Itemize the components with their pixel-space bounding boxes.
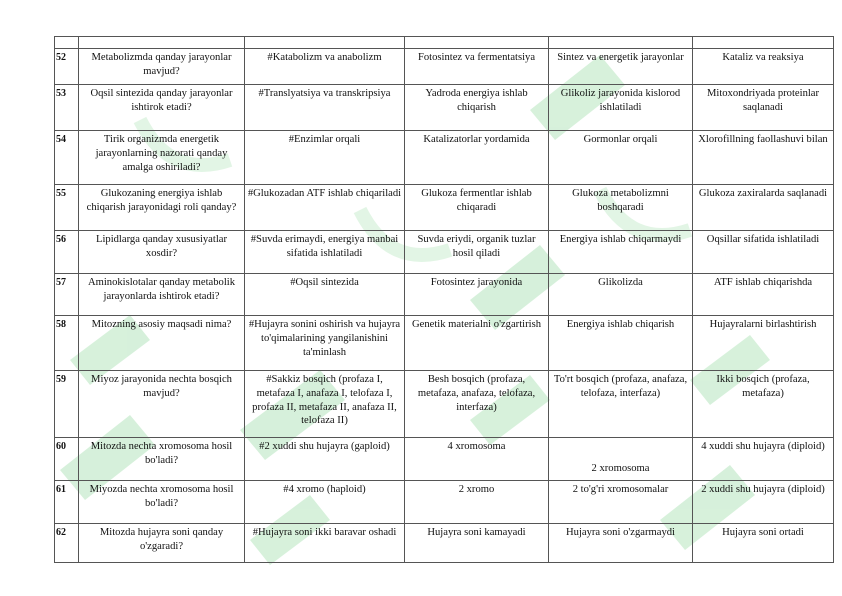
answer-option-d: ATF ishlab chiqarishda [693, 274, 834, 316]
answer-option-c: Glikoliz jarayonida kislorod ishlatiladi [549, 85, 693, 131]
table-row [55, 85, 834, 131]
answer-correct: #2 xuddi shu hujayra (gaploid) [245, 438, 405, 481]
answer-option-c: 2 xromosoma [549, 438, 693, 481]
question-text: Mitozning asosiy maqsadi nima? [79, 316, 245, 371]
answer-option-c: Glukoza metabolizmni boshqaradi [549, 185, 693, 231]
answer-option-b: Suvda eriydi, organik tuzlar hosil qiladi [405, 231, 549, 274]
table-row [55, 49, 834, 85]
answer-option-c: Energiya ishlab chiqarmaydi [549, 231, 693, 274]
question-text: Mitozda nechta xromosoma hosil bo'ladi? [79, 438, 245, 481]
question-number: 57 [55, 274, 79, 316]
quiz-table [54, 36, 834, 563]
answer-option-b: Fotosintez jarayonida [405, 274, 549, 316]
table-row [55, 231, 834, 274]
question-number: 61 [55, 481, 79, 524]
question-number: 62 [55, 524, 79, 563]
answer-option-d: 4 xuddi shu hujayra (diploid) [693, 438, 834, 481]
answer-option-d: Hujayra soni ortadi [693, 524, 834, 563]
answer-option-d: 2 xuddi shu hujayra (diploid) [693, 481, 834, 524]
table-row [55, 481, 834, 524]
answer-correct: #Glukozadan ATF ishlab chiqariladi [245, 185, 405, 231]
question-text: Mitozda hujayra soni qanday o'zgaradi? [79, 524, 245, 563]
answer-correct: #Suvda erimaydi, energiya manbai sifatida ishlatiladi [245, 231, 405, 274]
answer-option-d: Kataliz va reaksiya [693, 49, 834, 85]
table-row [55, 316, 834, 371]
question-text: Lipidlarga qanday xususiyatlar xosdir? [79, 231, 245, 274]
answer-correct: #Oqsil sintezida [245, 274, 405, 316]
answer-correct: #Enzimlar orqali [245, 131, 405, 185]
table-row [55, 524, 834, 563]
question-number: 58 [55, 316, 79, 371]
answer-option-c: To'rt bosqich (profaza, anafaza, telofaza, interfaza) [549, 371, 693, 438]
table-row [55, 274, 834, 316]
answer-option-d: Hujayralarni birlashtirish [693, 316, 834, 371]
answer-option-b: 4 xromosoma [405, 438, 549, 481]
answer-correct: #Sakkiz bosqich (profaza I, metafaza I, anafaza I, telofaza I, profaza II, metafaza II, anafaza II, telofaza II) [245, 371, 405, 438]
answer-option-c: Hujayra soni o'zgarmaydi [549, 524, 693, 563]
answer-option-d: Glukoza zaxiralarda saqlanadi [693, 185, 834, 231]
table-row [55, 371, 834, 438]
question-text: Aminokislotalar qanday metabolik jarayonlarda ishtirok etadi? [79, 274, 245, 316]
question-text: Miyozda nechta xromosoma hosil bo'ladi? [79, 481, 245, 524]
question-text: Metabolizmda qanday jarayonlar mavjud? [79, 49, 245, 85]
answer-correct: #Hujayra sonini oshirish va hujayra to'qimalarining yangilanishini ta'minlash [245, 316, 405, 371]
answer-option-c: Glikolizda [549, 274, 693, 316]
question-text: Glukozaning energiya ishlab chiqarish jarayonidagi roli qanday? [79, 185, 245, 231]
answer-option-c: 2 to'g'ri xromosomalar [549, 481, 693, 524]
answer-option-c: Gormonlar orqali [549, 131, 693, 185]
table-header-row [55, 37, 834, 49]
answer-option-d: Oqsillar sifatida ishlatiladi [693, 231, 834, 274]
table-row [55, 131, 834, 185]
answer-option-d: Mitoxondriyada proteinlar saqlanadi [693, 85, 834, 131]
question-text: Tirik organizmda energetik jarayonlarning nazorati qanday amalga oshiriladi? [79, 131, 245, 185]
answer-correct: #Translyatsiya va transkripsiya [245, 85, 405, 131]
answer-option-b: Besh bosqich (profaza, metafaza, anafaza, telofaza, interfaza) [405, 371, 549, 438]
answer-option-d: Xlorofillning faollashuvi bilan [693, 131, 834, 185]
question-number: 59 [55, 371, 79, 438]
answer-option-b: Katalizatorlar yordamida [405, 131, 549, 185]
question-number: 54 [55, 131, 79, 185]
question-number: 56 [55, 231, 79, 274]
answer-option-b: Glukoza fermentlar ishlab chiqaradi [405, 185, 549, 231]
answer-correct: #Hujayra soni ikki baravar oshadi [245, 524, 405, 563]
answer-option-c: Sintez va energetik jarayonlar [549, 49, 693, 85]
answer-correct: #Katabolizm va anabolizm [245, 49, 405, 85]
table-row [55, 438, 834, 481]
question-number: 53 [55, 85, 79, 131]
answer-option-b: Yadroda energiya ishlab chiqarish [405, 85, 549, 131]
question-text: Miyoz jarayonida nechta bosqich mavjud? [79, 371, 245, 438]
answer-option-b: 2 xromo [405, 481, 549, 524]
answer-option-d: Ikki bosqich (profaza, metafaza) [693, 371, 834, 438]
question-number: 55 [55, 185, 79, 231]
answer-option-b: Hujayra soni kamayadi [405, 524, 549, 563]
answer-correct: #4 xromo (haploid) [245, 481, 405, 524]
question-text: Oqsil sintezida qanday jarayonlar ishtirok etadi? [79, 85, 245, 131]
answer-option-b: Fotosintez va fermentatsiya [405, 49, 549, 85]
question-number: 52 [55, 49, 79, 85]
question-number: 60 [55, 438, 79, 481]
answer-option-b: Genetik materialni o'zgartirish [405, 316, 549, 371]
answer-option-c: Energiya ishlab chiqarish [549, 316, 693, 371]
table-row [55, 185, 834, 231]
